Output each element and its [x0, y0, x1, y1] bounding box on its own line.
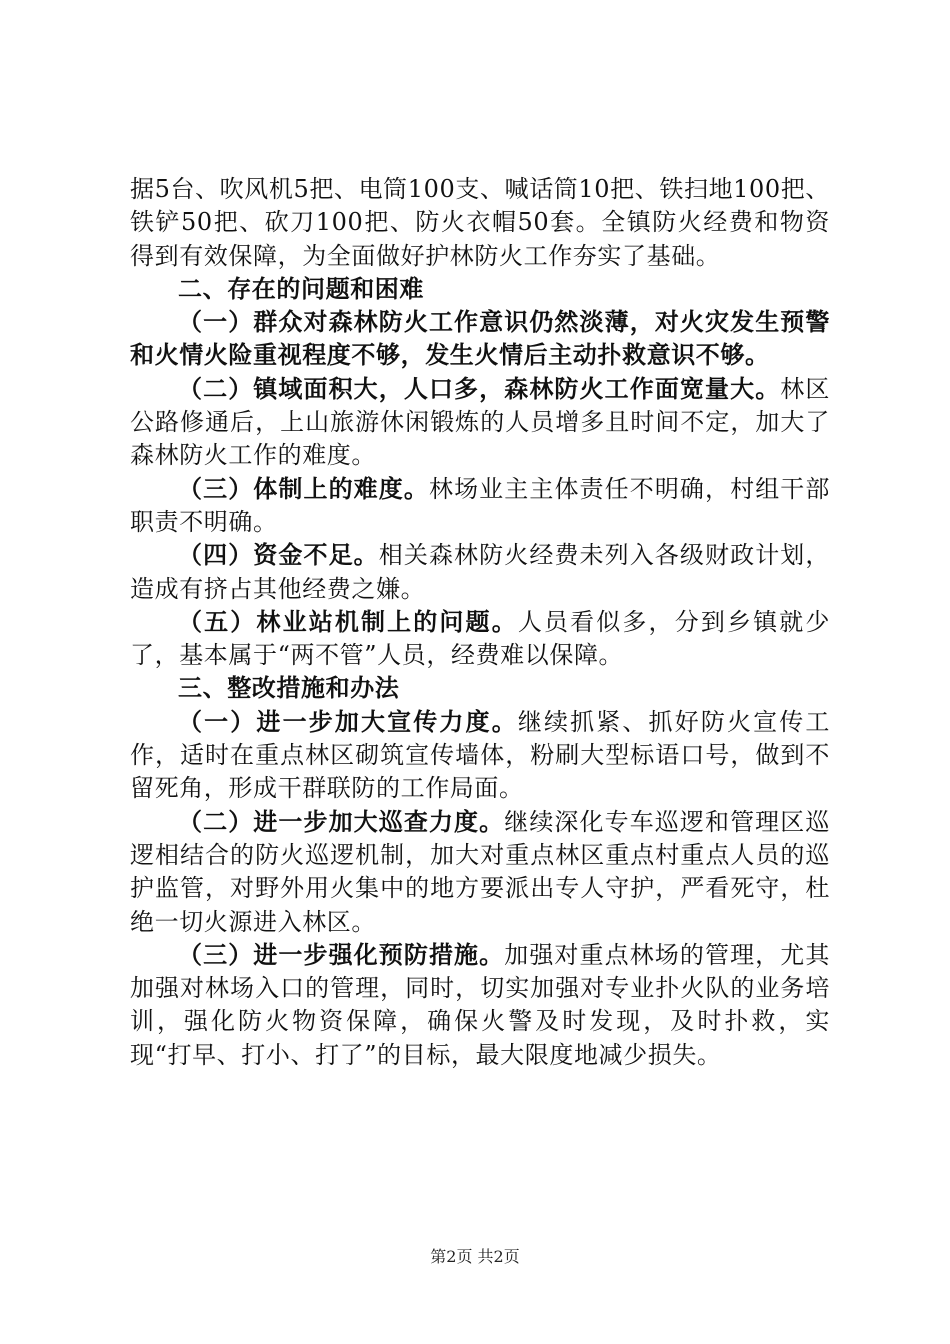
measure-item-1-lead: （一）进一步加大宣传力度。 — [178, 707, 518, 736]
problem-item-5-lead: （五）林业站机制上的问题。 — [178, 607, 518, 636]
problem-item-4 — [130, 539, 830, 606]
problem-item-4-lead: （四）资金不足。 — [178, 541, 379, 570]
measure-item-1-body: 继续抓紧、抓好防火宣传工作，适时在重点林区砌筑宣传墙体，粉刷大型标语口号，做到不留死角，形成干群联防的工作局面。 — [130, 707, 830, 803]
problem-item-3-body: 林场业主主体责任不明确，村组干部职责不明确。 — [130, 474, 831, 536]
measure-item-2 — [130, 806, 830, 939]
measure-item-2-lead: （二）进一步加大巡查力度。 — [178, 807, 505, 836]
problem-item-2-body: 林区公路修通后，上山旅游休闲锻炼的人员增多且时间不定，加大了森林防火工作的难度。 — [130, 374, 830, 470]
measure-item-3-body: 加强对重点林场的管理，尤其加强对林场入口的管理，同时，切实加强对专业扑火队的业务培训，强化防火物资保障，确保火警及时发现，及时扑救，实现“打早、打小、打了”的目标，最大限度地减少损失。 — [130, 940, 830, 1069]
problem-item-2-lead: （二）镇域面积大，人口多，森林防火工作面宽量大。 — [178, 374, 781, 403]
measure-item-3-lead: （三）进一步强化预防措施。 — [178, 940, 505, 969]
measure-item-1 — [130, 706, 830, 806]
problem-item-3 — [130, 473, 830, 540]
measure-item-2-body: 继续深化专车巡逻和管理区巡逻相结合的防火巡逻机制，加大对重点林区重点村重点人员的巡护监管，对野外用火集中的地方要派出专人守护，严看死守，杜绝一切火源进入林区。 — [130, 807, 830, 936]
problem-item-5-body: 人员看似多，分到乡镇就少了，基本属于“两不管”人员，经费难以保障。 — [130, 607, 830, 670]
measure-item-3 — [130, 939, 830, 1072]
problem-item-3-lead: （三）体制上的难度。 — [178, 474, 429, 503]
problem-item-2 — [130, 373, 830, 473]
paragraph-supplies: 据5台、吹风机5把、电筒100支、喊话筒10把、铁扫地100把、铁铲50把、砍刀100把、防火衣帽50套。全镇防火经费和物资得到有效保障，为全面做好护林防火工作夯实了基础。 — [130, 175, 830, 270]
problem-item-5 — [130, 606, 830, 673]
section-heading-problems: 二、存在的问题和困难 — [178, 274, 424, 303]
problem-item-4-body: 相关森林防火经费未列入各级财政计划，造成有挤占其他经费之嫌。 — [130, 541, 830, 603]
document-body — [130, 173, 830, 1072]
page-number: 第2页 共2页 — [430, 1247, 520, 1266]
page-footer — [0, 1244, 950, 1267]
section-heading-measures: 三、整改措施和办法 — [178, 674, 400, 703]
problem-item-1: （一）群众对森林防火工作意识仍然淡薄，对火灾发生预警和火情火险重视程度不够，发生火情后主动扑救意识不够。 — [130, 308, 830, 370]
